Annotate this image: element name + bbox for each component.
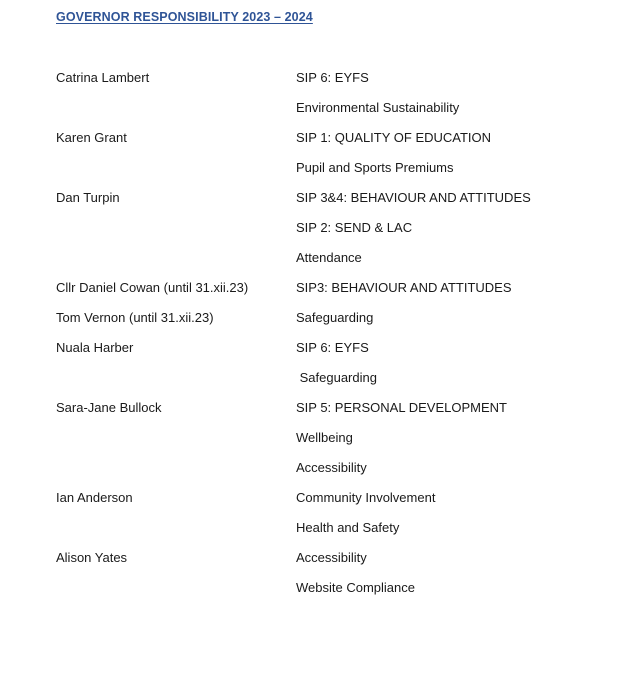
governor-name: Ian Anderson bbox=[56, 490, 133, 505]
list-item bbox=[0, 63, 623, 93]
list-item bbox=[0, 333, 623, 363]
governor-responsibility: Community Involvement bbox=[296, 490, 436, 505]
page-title: GOVERNOR RESPONSIBILITY 2023 – 2024 bbox=[56, 10, 313, 24]
governor-name: Nuala Harber bbox=[56, 340, 134, 355]
governor-responsibility: SIP 2: SEND & LAC bbox=[296, 220, 413, 235]
governor-responsibility: SIP 6: EYFS bbox=[296, 70, 369, 85]
list-item bbox=[0, 93, 623, 123]
governor-responsibility: SIP 3&4: BEHAVIOUR AND ATTITUDES bbox=[296, 190, 531, 205]
governor-responsibility: Safeguarding bbox=[296, 310, 374, 325]
governor-responsibility: Pupil and Sports Premiums bbox=[296, 160, 454, 175]
list-item bbox=[0, 123, 623, 153]
governor-name: Cllr Daniel Cowan (until 31.xii.23) bbox=[56, 280, 249, 295]
governor-responsibility: Accessibility bbox=[296, 550, 367, 565]
governor-name: Catrina Lambert bbox=[56, 70, 150, 85]
list-item bbox=[0, 543, 623, 573]
list-item bbox=[0, 243, 623, 273]
governor-name: Sara-Jane Bullock bbox=[56, 400, 162, 415]
governor-name: Tom Vernon (until 31.xii.23) bbox=[56, 310, 214, 325]
governor-responsibility: SIP 5: PERSONAL DEVELOPMENT bbox=[296, 400, 507, 415]
list-item bbox=[0, 363, 623, 393]
governor-name: Dan Turpin bbox=[56, 190, 120, 205]
governor-responsibility: Attendance bbox=[296, 250, 362, 265]
governor-responsibility: Safeguarding bbox=[296, 370, 377, 385]
list-item bbox=[0, 273, 623, 303]
list-item bbox=[0, 213, 623, 243]
governor-name: Alison Yates bbox=[56, 550, 128, 565]
governor-name: Karen Grant bbox=[56, 130, 127, 145]
list-item bbox=[0, 153, 623, 183]
governor-list bbox=[0, 63, 623, 603]
governor-responsibility: Environmental Sustainability bbox=[296, 100, 460, 115]
list-item bbox=[0, 183, 623, 213]
governor-responsibility: Health and Safety bbox=[296, 520, 400, 535]
list-item bbox=[0, 483, 623, 513]
list-item bbox=[0, 513, 623, 543]
list-item bbox=[0, 573, 623, 603]
governor-responsibility: Wellbeing bbox=[296, 430, 353, 445]
list-item bbox=[0, 423, 623, 453]
governor-responsibility: SIP 6: EYFS bbox=[296, 340, 369, 355]
list-item bbox=[0, 453, 623, 483]
governor-responsibility: SIP 1: QUALITY OF EDUCATION bbox=[296, 130, 492, 145]
governor-responsibility: Accessibility bbox=[296, 460, 367, 475]
list-item bbox=[0, 303, 623, 333]
list-item bbox=[0, 393, 623, 423]
governor-responsibility: SIP3: BEHAVIOUR AND ATTITUDES bbox=[296, 280, 512, 295]
governor-responsibility: Website Compliance bbox=[296, 580, 415, 595]
